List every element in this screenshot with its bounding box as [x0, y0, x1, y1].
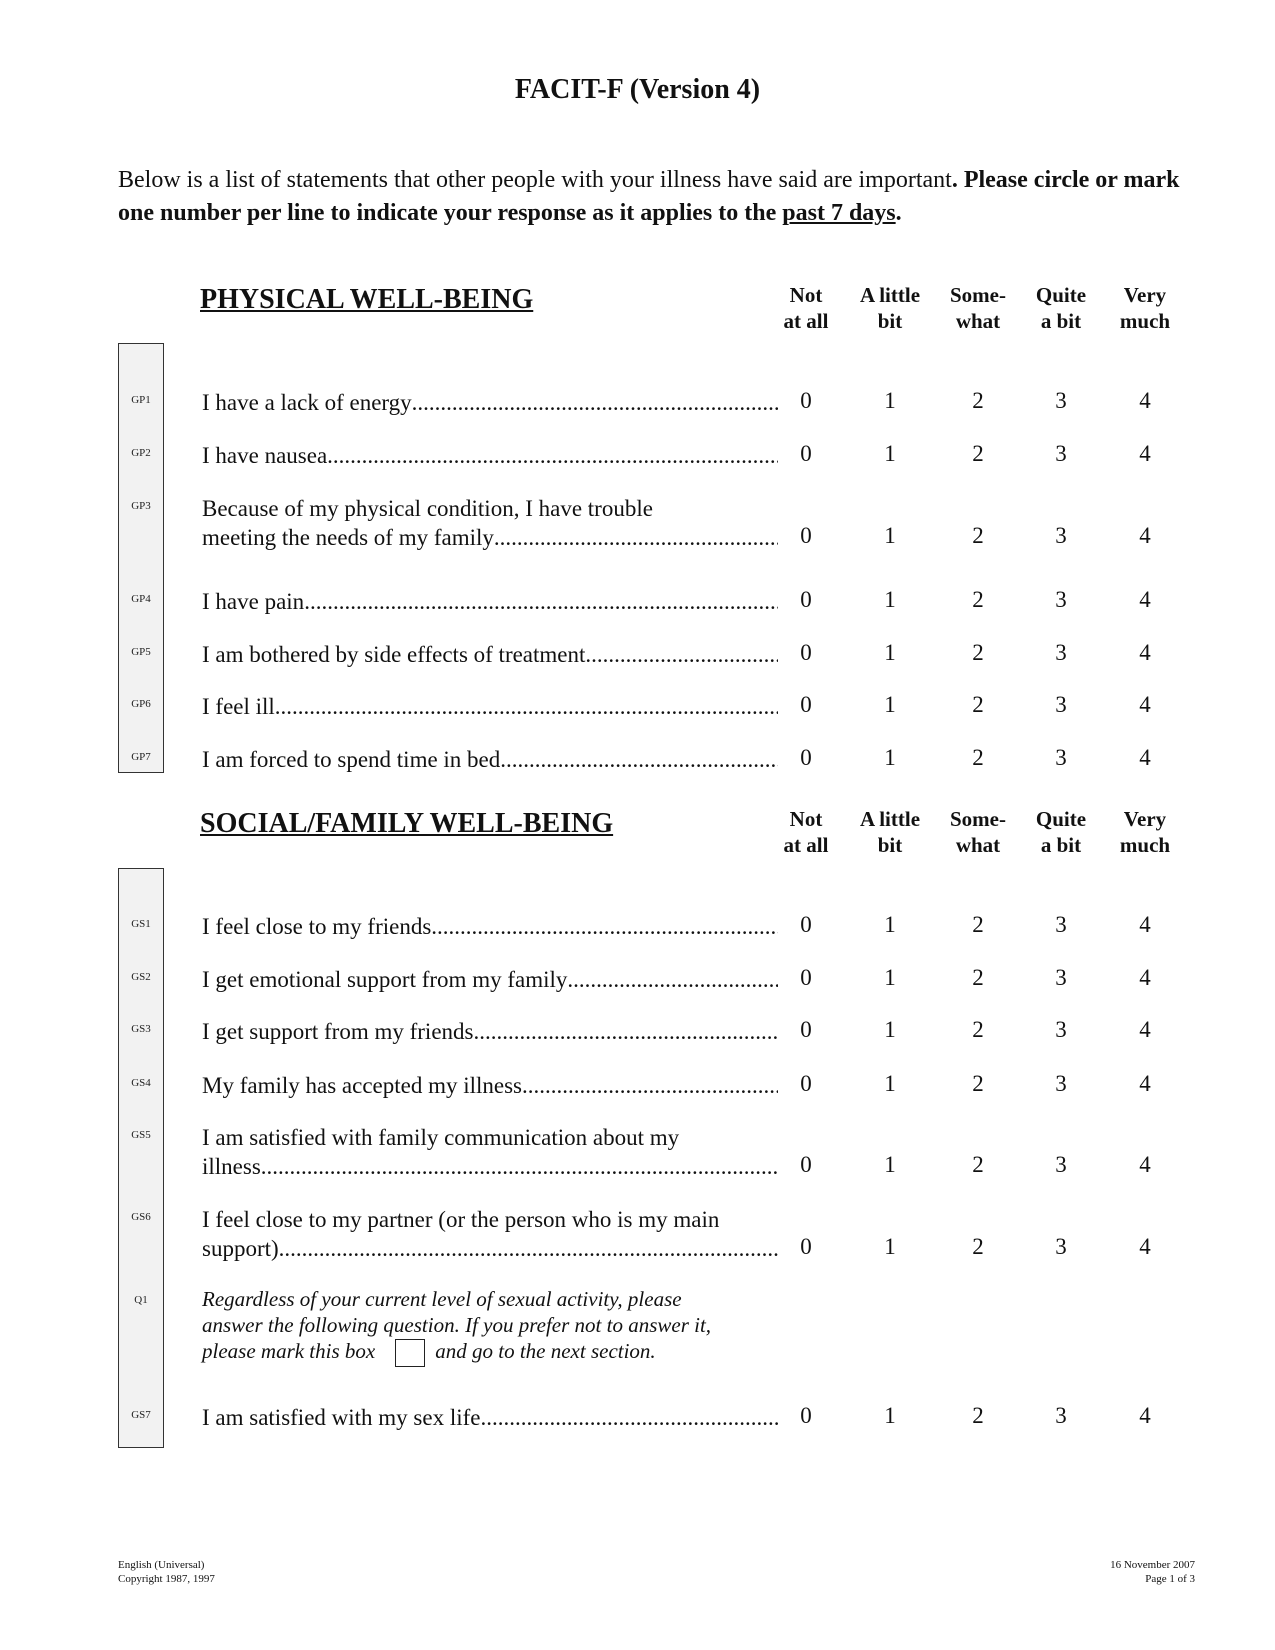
response-option-1[interactable]: 1: [884, 1017, 896, 1042]
item-text: I get emotional support from my family: [202, 967, 568, 992]
leader-dots: [494, 523, 778, 552]
response-option-4[interactable]: 4: [1139, 912, 1151, 937]
item-code: GS7: [131, 1409, 151, 1421]
sexual-activity-note: [202, 1286, 762, 1367]
response-option-3[interactable]: 3: [1055, 640, 1067, 665]
response-option-3[interactable]: 3: [1055, 1403, 1067, 1428]
section-title-physical: PHYSICAL WELL-BEING: [200, 284, 534, 315]
response-option-2[interactable]: 2: [972, 1403, 984, 1428]
response-option-2[interactable]: 2: [972, 523, 984, 548]
item-statement: [202, 912, 778, 941]
item-statement: [202, 1017, 778, 1046]
response-option-0[interactable]: 0: [800, 587, 812, 612]
scale-header-line: Quite: [1035, 283, 1087, 307]
response-option-2[interactable]: 2: [972, 692, 984, 717]
response-option-0[interactable]: 0: [800, 523, 812, 548]
leader-dots: [522, 1071, 778, 1100]
response-option-1[interactable]: 1: [884, 587, 896, 612]
response-option-4[interactable]: 4: [1139, 1017, 1151, 1042]
leader-dots: [431, 912, 778, 941]
note-line: Regardless of your current level of sexual activity, please: [202, 1287, 682, 1311]
item-code: Q1: [134, 1294, 148, 1306]
response-option-3[interactable]: 3: [1055, 1071, 1067, 1096]
leader-dots: [500, 745, 778, 774]
response-option-3[interactable]: 3: [1055, 692, 1067, 717]
scale-header-line: Very: [1123, 283, 1167, 307]
response-option-0[interactable]: 0: [800, 1071, 812, 1096]
item-code: GP6: [131, 698, 151, 710]
item-text: Because of my physical condition, I have trouble: [202, 496, 653, 521]
item-text: I have pain: [202, 589, 305, 614]
response-option-2[interactable]: 2: [972, 912, 984, 937]
item-code: GP1: [131, 394, 151, 406]
scale-header-line: Very: [1123, 807, 1167, 831]
scale-header-line: a bit: [1040, 833, 1082, 857]
scale-header-4: [1090, 282, 1200, 334]
scale-header-line: much: [1119, 833, 1171, 857]
scale-header-line: at all: [783, 833, 829, 857]
item-code: GS3: [131, 1023, 151, 1035]
response-option-0[interactable]: 0: [800, 640, 812, 665]
response-option-1[interactable]: 1: [884, 692, 896, 717]
response-option-3[interactable]: 3: [1055, 1234, 1067, 1259]
response-option-0[interactable]: 0: [800, 388, 812, 413]
item-statement: [202, 1071, 778, 1100]
footer-right: [1110, 1558, 1195, 1586]
leader-dots: [567, 965, 778, 994]
footer-page: Page 1 of 3: [1145, 1573, 1195, 1585]
scale-header-line: Not: [789, 283, 823, 307]
response-option-3[interactable]: 3: [1055, 1152, 1067, 1177]
item-text: I am bothered by side effects of treatment: [202, 642, 586, 667]
response-option-1[interactable]: 1: [884, 1234, 896, 1259]
item-text: meeting the needs of my family: [202, 525, 494, 550]
note-line: answer the following question. If you prefer not to answer it,: [202, 1313, 712, 1337]
response-option-4[interactable]: 4: [1139, 640, 1151, 665]
response-option-4[interactable]: 4: [1139, 1071, 1151, 1096]
item-code: GS5: [131, 1129, 151, 1141]
response-option-4[interactable]: 4: [1139, 745, 1151, 770]
footer-copyright: Copyright 1987, 1997: [118, 1573, 215, 1585]
response-option-1[interactable]: 1: [884, 965, 896, 990]
note-line: please mark this box: [202, 1339, 376, 1363]
item-statement: [202, 494, 778, 552]
response-option-4[interactable]: 4: [1139, 692, 1151, 717]
response-option-0[interactable]: 0: [800, 1234, 812, 1259]
response-option-4[interactable]: 4: [1139, 1403, 1151, 1428]
item-code: GS1: [131, 918, 151, 930]
response-option-2[interactable]: 2: [972, 1234, 984, 1259]
item-code: GP2: [131, 447, 151, 459]
code-column-social: [118, 868, 164, 1448]
item-statement: [202, 692, 778, 721]
response-option-1[interactable]: 1: [884, 640, 896, 665]
prefer-not-to-answer-checkbox[interactable]: [395, 1339, 425, 1367]
instructions-end: .: [895, 200, 902, 226]
leader-dots: [279, 1234, 778, 1263]
response-option-0[interactable]: 0: [800, 1152, 812, 1177]
scale-header-line: Quite: [1035, 807, 1087, 831]
item-statement: [202, 1205, 778, 1263]
response-option-0[interactable]: 0: [800, 912, 812, 937]
leader-dots: [304, 587, 778, 616]
item-text: I feel close to my friends: [202, 914, 432, 939]
item-text: I have nausea: [202, 443, 328, 468]
item-statement: [202, 745, 778, 774]
scale-header-line: what: [955, 833, 1001, 857]
response-option-1[interactable]: 1: [884, 912, 896, 937]
response-option-4[interactable]: 4: [1139, 965, 1151, 990]
response-option-4[interactable]: 4: [1139, 523, 1151, 548]
item-text: I am satisfied with family communication about my: [202, 1125, 680, 1150]
response-option-1[interactable]: 1: [884, 523, 896, 548]
leader-dots: [481, 1403, 779, 1432]
item-text: I am satisfied with my sex life: [202, 1405, 481, 1430]
response-option-1[interactable]: 1: [884, 745, 896, 770]
response-option-0[interactable]: 0: [800, 745, 812, 770]
leader-dots: [473, 1017, 778, 1046]
response-option-3[interactable]: 3: [1055, 388, 1067, 413]
item-statement: [202, 1123, 778, 1181]
response-option-0[interactable]: 0: [800, 1017, 812, 1042]
response-option-2[interactable]: 2: [972, 587, 984, 612]
footer-date: 16 November 2007: [1110, 1559, 1195, 1571]
leader-dots: [261, 1152, 778, 1181]
item-text: I have a lack of energy: [202, 390, 412, 415]
response-option-3[interactable]: 3: [1055, 745, 1067, 770]
response-option-1[interactable]: 1: [884, 1403, 896, 1428]
instructions-bold: . Please circle or mark one number per line to indicate your response as it applies to the: [118, 167, 1180, 226]
item-statement: [202, 441, 778, 470]
item-statement: [202, 388, 778, 417]
response-option-3[interactable]: 3: [1055, 912, 1067, 937]
scale-header-line: much: [1119, 309, 1171, 333]
item-code: GP4: [131, 593, 151, 605]
response-option-2[interactable]: 2: [972, 965, 984, 990]
response-option-4[interactable]: 4: [1139, 1234, 1151, 1259]
instructions-plain: Below is a list of statements that other people with your illness have said are important: [118, 167, 952, 193]
response-option-0[interactable]: 0: [800, 965, 812, 990]
scale-header-line: a bit: [1040, 309, 1082, 333]
response-option-2[interactable]: 2: [972, 640, 984, 665]
item-statement: [202, 640, 778, 669]
scale-header-line: at all: [783, 309, 829, 333]
item-code: GP5: [131, 646, 151, 658]
item-statement: [202, 1403, 778, 1432]
response-option-3[interactable]: 3: [1055, 965, 1067, 990]
response-option-4[interactable]: 4: [1139, 587, 1151, 612]
item-text: I am forced to spend time in bed: [202, 747, 501, 772]
item-text: illness: [202, 1154, 261, 1179]
footer-language: English (Universal): [118, 1559, 205, 1571]
scale-header-line: Some-: [950, 807, 1006, 831]
response-option-2[interactable]: 2: [972, 1017, 984, 1042]
scale-header-line: bit: [877, 309, 903, 333]
page-title: FACIT-F (Version 4): [514, 74, 761, 105]
response-option-2[interactable]: 2: [972, 1071, 984, 1096]
item-statement: [202, 965, 778, 994]
item-text: support): [202, 1236, 279, 1261]
response-option-1[interactable]: 1: [884, 1152, 896, 1177]
response-option-2[interactable]: 2: [972, 441, 984, 466]
response-option-1[interactable]: 1: [884, 1071, 896, 1096]
response-option-2[interactable]: 2: [972, 1152, 984, 1177]
response-option-3[interactable]: 3: [1055, 1017, 1067, 1042]
response-option-1[interactable]: 1: [884, 441, 896, 466]
scale-header-line: bit: [877, 833, 903, 857]
response-option-0[interactable]: 0: [800, 1403, 812, 1428]
leader-dots: [585, 640, 778, 669]
item-text: I get support from my friends: [202, 1019, 474, 1044]
response-option-4[interactable]: 4: [1139, 441, 1151, 466]
instructions: [118, 164, 1208, 230]
scale-header-line: Some-: [950, 283, 1006, 307]
response-option-2[interactable]: 2: [972, 745, 984, 770]
leader-dots: [275, 692, 778, 721]
footer-left: [118, 1558, 215, 1586]
leader-dots: [412, 388, 778, 417]
response-option-0[interactable]: 0: [800, 692, 812, 717]
instructions-period: past 7 days: [782, 200, 896, 226]
response-option-2[interactable]: 2: [972, 388, 984, 413]
item-code: GP7: [131, 751, 151, 763]
scale-header-line: A little: [859, 807, 921, 831]
item-statement: [202, 587, 778, 616]
response-option-1[interactable]: 1: [884, 388, 896, 413]
scale-header-line: A little: [859, 283, 921, 307]
scale-header-line: what: [955, 309, 1001, 333]
response-option-3[interactable]: 3: [1055, 523, 1067, 548]
leader-dots: [327, 441, 778, 470]
item-code: GS2: [131, 971, 151, 983]
note-line: and go to the next section.: [435, 1339, 656, 1363]
item-code: GP3: [131, 500, 151, 512]
item-code: GS4: [131, 1077, 151, 1089]
scale-header-4: [1090, 806, 1200, 858]
item-text: My family has accepted my illness: [202, 1073, 523, 1098]
item-code: GS6: [131, 1211, 151, 1223]
response-option-3[interactable]: 3: [1055, 587, 1067, 612]
section-title-social: SOCIAL/FAMILY WELL-BEING: [200, 808, 614, 839]
item-text: I feel close to my partner (or the person who is my main: [202, 1207, 720, 1232]
item-text: I feel ill: [202, 694, 275, 719]
response-option-4[interactable]: 4: [1139, 388, 1151, 413]
response-option-3[interactable]: 3: [1055, 441, 1067, 466]
response-option-4[interactable]: 4: [1139, 1152, 1151, 1177]
response-option-0[interactable]: 0: [800, 441, 812, 466]
scale-header-line: Not: [789, 807, 823, 831]
